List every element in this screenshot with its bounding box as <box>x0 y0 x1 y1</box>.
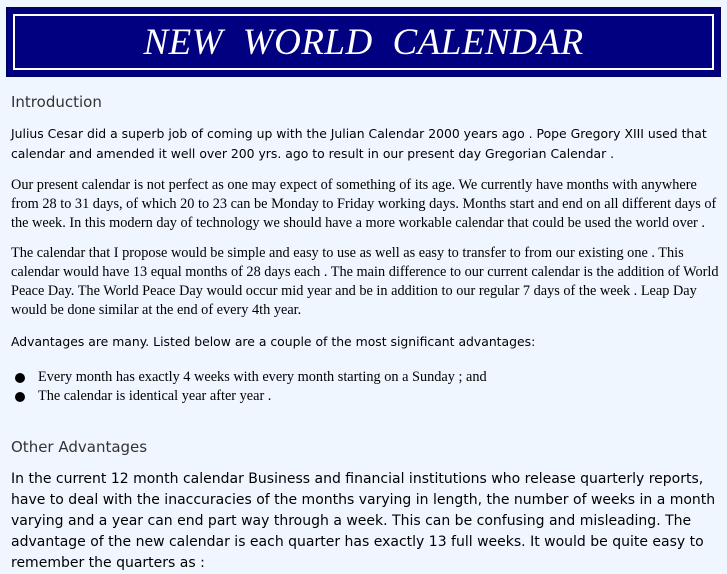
other-advantages-paragraph-1: In the current 12 month calendar Business and financial institutions who release quarterly reports, have to deal with the inaccuracies of the months varying in length, the number of weeks in a month varying and a year can end part way through a week. This can be confusing and misleading. The advantage of the new calendar is each quarter has exactly 13 full weeks. It would be quite easy to remember the quarters as : <box>11 471 716 571</box>
page-title: NEW WORLD CALENDAR <box>143 21 584 63</box>
bullet-icon <box>15 392 25 402</box>
intro-paragraph-2: Our present calendar is not perfect as one may expect of something of its age. We currently have months with anywhere from 28 to 31 days, of which 20 to 23 can be Monday to Friday working days. Months start and end on all different days of the week. In this modern day of technology we should have a more workable calendar that could be used the world over . <box>11 177 717 231</box>
list-item-text: The calendar is identical year after year . <box>38 388 272 404</box>
main-content <box>11 93 725 574</box>
intro-paragraph-4: Advantages are many. Listed below are a couple of the most significant advantages: <box>11 334 536 349</box>
bullet-icon <box>15 373 25 383</box>
intro-paragraph-3: The calendar that I propose would be simple and easy to use as well as easy to transfer to from our existing one . This calendar would have 13 equal months of 28 days each . The main difference to our current calendar is the addition of World Peace Day. The World Peace Day would occur mid year and be in addition to our regular 7 days of the week . Leap Day would be done similar at the end of every 4th year. <box>11 245 719 318</box>
advantages-list <box>11 368 725 406</box>
list-item-text: Every month has exactly 4 weeks with every month starting on a Sunday ; and <box>38 369 487 385</box>
intro-paragraph-1: Julius Cesar did a superb job of coming up with the Julian Calendar 2000 years ago . Pope Gregory XIII used that calendar and amended it well over 200 yrs. ago to result in our present day Gregorian Calendar . <box>11 126 707 161</box>
list-item <box>11 387 725 406</box>
list-item <box>11 368 725 387</box>
introduction-heading: Introduction <box>11 93 102 111</box>
other-advantages-heading: Other Advantages <box>11 438 148 456</box>
title-banner <box>6 7 721 77</box>
title-banner-border <box>13 14 714 70</box>
